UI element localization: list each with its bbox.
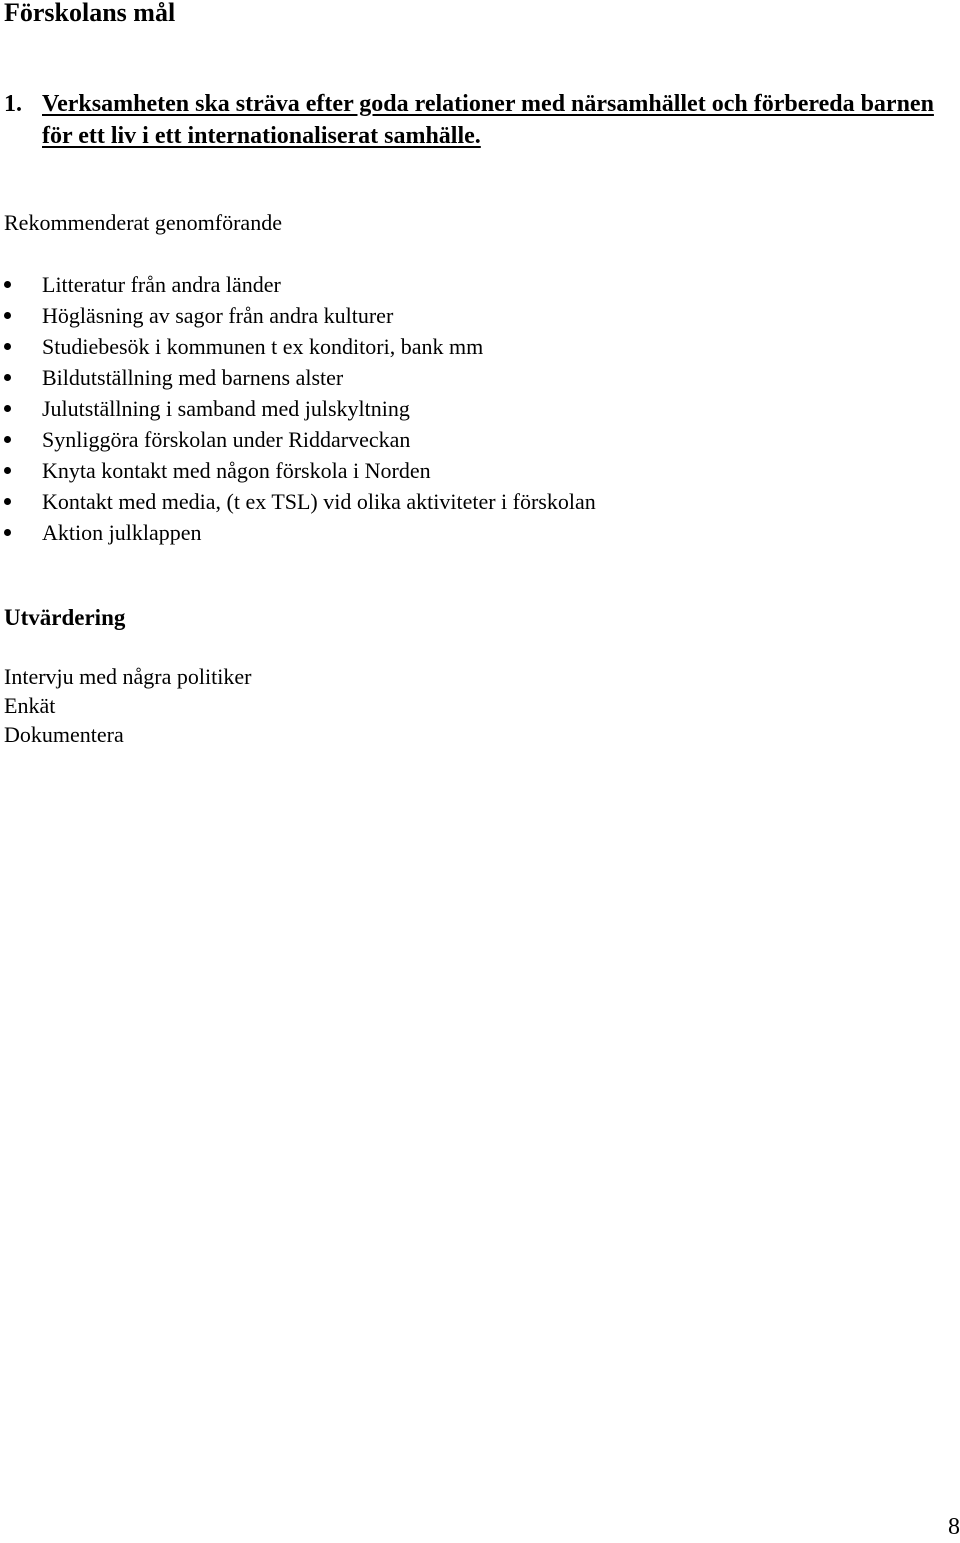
page-number: 8 — [948, 1514, 960, 1540]
evaluation-item: Intervju med några politiker — [4, 664, 252, 689]
list-item-text: Kontakt med media, (t ex TSL) vid olika aktiviteter i förskolan — [42, 489, 596, 514]
list-item — [0, 486, 596, 517]
goal-text: Verksamheten ska sträva efter goda relationer med närsamhället och förbereda barnen för ett liv i ett internationaliserat samhälle. — [42, 91, 934, 149]
recommended-list — [0, 269, 596, 548]
evaluation-heading: Utvärdering — [4, 605, 126, 630]
bullet-icon — [4, 374, 11, 381]
page-title: Förskolans mål — [4, 0, 176, 27]
list-item — [0, 517, 596, 548]
list-item — [0, 331, 596, 362]
list-item-text: Studiebesök i kommunen t ex konditori, bank mm — [42, 334, 484, 359]
list-item-text: Julutställning i samband med julskyltning — [42, 396, 410, 421]
evaluation-item: Enkät — [4, 693, 56, 718]
list-item — [0, 362, 596, 393]
bullet-icon — [4, 529, 11, 536]
list-item — [0, 424, 596, 455]
list-item — [0, 300, 596, 331]
bullet-icon — [4, 312, 11, 319]
goal-item — [4, 88, 944, 152]
goal-number: 1. — [4, 91, 22, 117]
list-item-text: Aktion julklappen — [42, 520, 202, 545]
list-item-text: Synliggöra förskolan under Riddarveckan — [42, 427, 411, 452]
bullet-icon — [4, 436, 11, 443]
bullet-icon — [4, 405, 11, 412]
bullet-icon — [4, 281, 11, 288]
list-item-text: Bildutställning med barnens alster — [42, 365, 344, 390]
list-item-text: Högläsning av sagor från andra kulturer — [42, 303, 394, 328]
bullet-icon — [4, 343, 11, 350]
list-item-text: Litteratur från andra länder — [42, 272, 281, 297]
list-item — [0, 269, 596, 300]
bullet-icon — [4, 467, 11, 474]
list-item — [0, 393, 596, 424]
evaluation-list — [4, 662, 251, 749]
bullet-icon — [4, 498, 11, 505]
list-item-text: Knyta kontakt med någon förskola i Norden — [42, 458, 431, 483]
recommended-heading: Rekommenderat genomförande — [4, 210, 282, 235]
list-item — [0, 455, 596, 486]
evaluation-item: Dokumentera — [4, 722, 124, 747]
